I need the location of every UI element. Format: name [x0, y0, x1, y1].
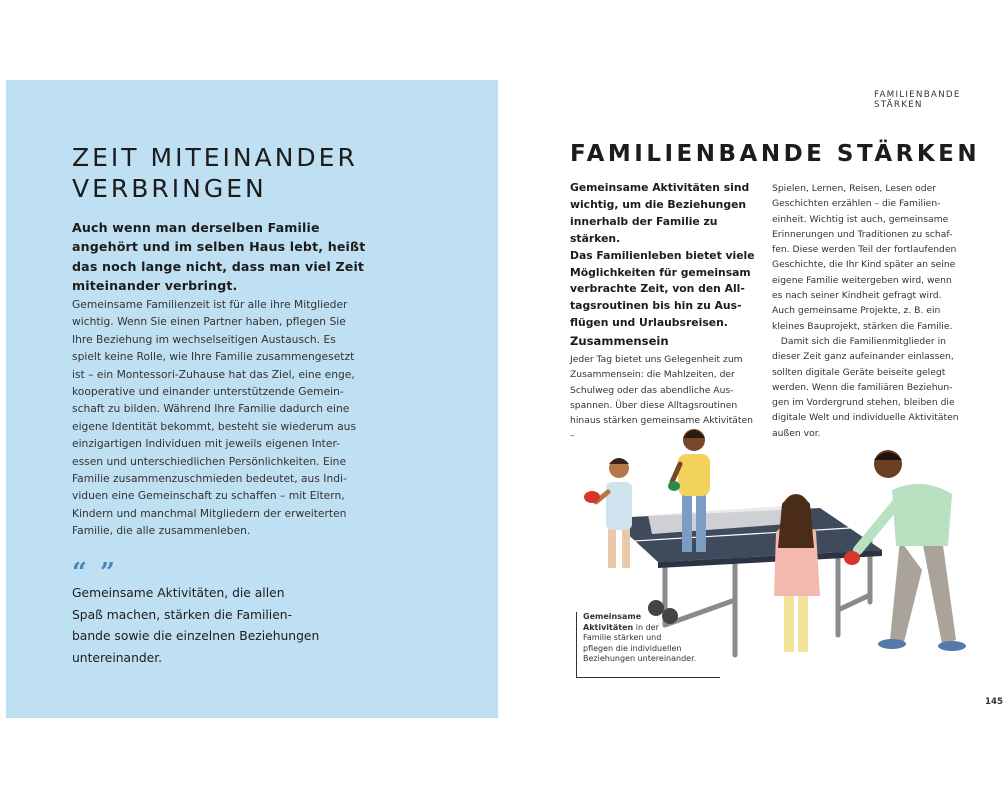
body-line: essen und unterschiedlichen Persönlichkeiten. Eine [72, 454, 347, 468]
body-line: Gemeinsame Familienzeit ist für alle ihre Mitglieder [72, 298, 348, 311]
body-line: Jeder Tag bietet uns Gelegenheit zum [570, 354, 743, 365]
pull-quote [72, 583, 332, 669]
running-head: FAMILIENBANDE STÄRKEN [874, 90, 961, 110]
body-line: Damit sich die Familienmitglieder in [772, 335, 946, 347]
lead-line: Gemeinsame Aktivitäten sind [570, 181, 750, 194]
body-line: spielt keine Rolle, wie Ihre Familie zusammengesetzt [72, 350, 355, 364]
red-paddle-icon [584, 491, 600, 503]
body-line: Familie, die alle zusammenleben. [72, 524, 251, 538]
man-figure [844, 450, 966, 651]
lead-line: Das Familienleben bietet viele [570, 248, 755, 262]
caption-line: pflegen die individuellen [583, 643, 682, 653]
caption-line: Familie stärken und [583, 633, 662, 642]
body-line: ist – ein Montessori-Zuhause hat das Ziel, eine enge, [72, 367, 355, 381]
caption-rule-vertical [576, 612, 577, 678]
body-line: Spielen, Lernen, Reisen, Lesen oder [772, 183, 937, 194]
lead-line: verbrachte Zeit, von den All- [570, 282, 745, 296]
quote-mark-icon: “ ” [72, 558, 117, 588]
body-line: Kindern und manchmal Mitgliedern der erweiterten [72, 506, 347, 520]
body-line: einheit. Wichtig ist auch, gemeinsame [772, 213, 949, 225]
lead-line: wichtig, um die Beziehungen [570, 197, 747, 211]
left-title-line-1: ZEIT MITEINANDER [72, 143, 358, 172]
body-line: Auch gemeinsame Projekte, z. B. ein [772, 305, 941, 317]
body-line: fen. Diese werden Teil der fortlaufenden [772, 244, 957, 256]
body-line: Ihre Beziehung im wechselseitigen Austausch. Es [72, 332, 336, 346]
lead-line: flügen und Urlaubsreisen. [570, 316, 728, 330]
body-line: gen im Vordergrund stehen, bleiben die [772, 397, 955, 409]
body-line: Geschichten erzählen – die Familien- [772, 198, 941, 210]
body-line: einzigartigen Individuen mit jeweils eigenen Inter- [72, 437, 341, 451]
red-paddle-icon [844, 551, 860, 565]
body-line: eigene Familie weitergeben wird, wenn [772, 274, 952, 286]
body-line: außen vor. [772, 427, 821, 439]
body-line: viduen eine Gemeinschaft zu schaffen – mit Eltern, [72, 489, 345, 503]
green-paddle-icon [668, 481, 680, 491]
body-line: kleines Bauprojekt, stärken die Familie. [772, 320, 953, 332]
body-line: kooperative und einander unterstützende Gemein- [72, 385, 344, 399]
illustration-caption [583, 612, 713, 665]
right-column-text [772, 181, 972, 441]
right-lead-paragraph [570, 180, 760, 332]
left-page-title [72, 142, 358, 204]
body-line: Geschichte, die Ihr Kind später an seine [772, 259, 956, 271]
page-number: 145 [985, 697, 1003, 707]
lead-line: tagsroutinen bis hin zu Aus- [570, 299, 742, 313]
quote-line: bande sowie die einzelnen Beziehungen [72, 629, 320, 644]
boy-figure [584, 458, 632, 568]
section-subhead: Zusammensein [570, 334, 669, 348]
left-lead-paragraph: Auch wenn man derselben Familie angehört und im selben Haus lebt, heißt das noch lange nicht, dass man viel Zeit miteinander verbringt. [72, 220, 366, 294]
body-line: hinaus stärken gemeinsame Aktivitäten – [570, 415, 754, 442]
right-page-title: FAMILIENBANDE STÄRKEN [570, 141, 981, 167]
quote-line: Spaß machen, stärken die Familien- [72, 607, 293, 622]
caption-rule-horizontal [576, 677, 720, 678]
caption-bold: Gemeinsame [583, 612, 642, 621]
body-line: sollten digitale Geräte beiseite gelegt [772, 366, 946, 378]
body-line: dieser Zeit ganz aufeinander einlassen, [772, 351, 954, 363]
body-line: digitale Welt und individuelle Aktivitäten [772, 412, 959, 424]
body-line: Zusammensein: die Mahlzeiten, der [570, 369, 735, 381]
quote-line: Gemeinsame Aktivitäten, die allen [72, 586, 285, 600]
lead-line: Möglichkeiten für gemeinsam [570, 265, 751, 279]
body-line: es nach seiner Kindheit gefragt wird. [772, 290, 942, 302]
left-body-text [72, 296, 372, 540]
body-line: Schulweg oder das abendliche Aus- [570, 384, 734, 396]
body-line: werden. Wenn die familiären Beziehun- [772, 381, 953, 393]
body-line: eigene Identität bekommt, besteht sie wiederum aus [72, 419, 357, 433]
caption-text: in der [633, 622, 659, 632]
left-title-line-2: VERBRINGEN [72, 174, 267, 203]
lead-line: innerhalb der Familie zu stärken. [570, 214, 718, 245]
body-line: Familie zusammenzuschmieden bedeutet, aus Indi- [72, 472, 347, 486]
body-line: spannen. Über diese Alltagsroutinen [570, 399, 738, 411]
quote-line: untereinander. [72, 650, 163, 665]
caption-line: Beziehungen untereinander. [583, 654, 697, 663]
body-line: Erinnerungen und Traditionen zu schaf- [772, 228, 953, 240]
body-line: schaft zu bilden. Während Ihre Familie dadurch eine [72, 402, 350, 416]
caption-bold: Aktivitäten [583, 622, 634, 632]
body-line: wichtig. Wenn Sie einen Partner haben, pflegen Sie [72, 315, 346, 329]
